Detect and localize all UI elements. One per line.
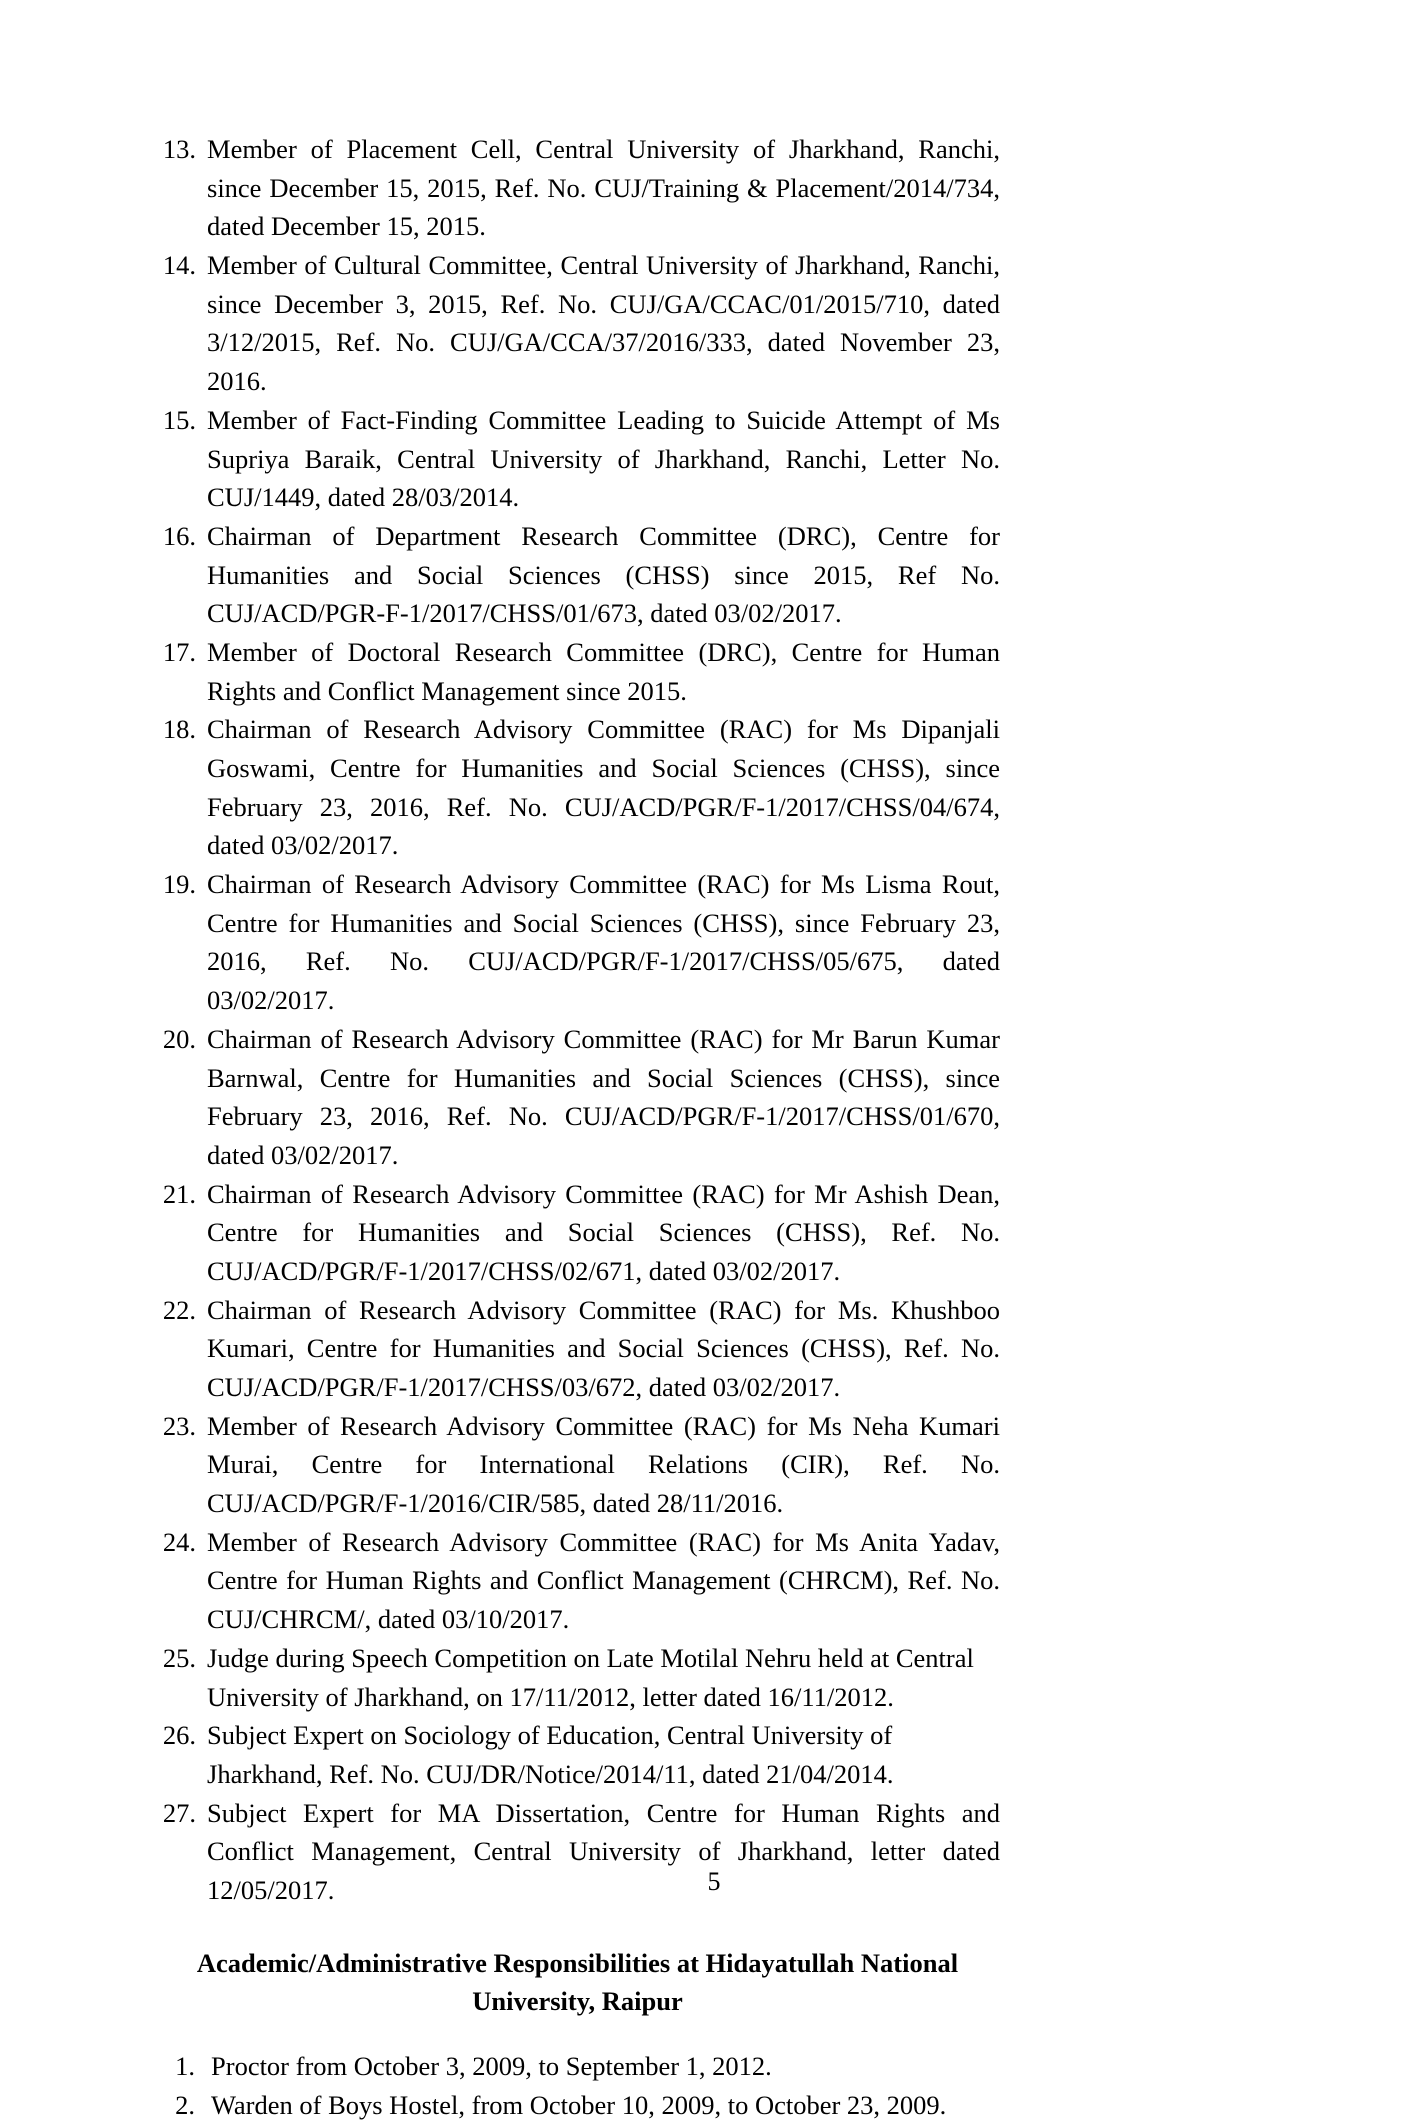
list-item-number: 27. — [162, 1797, 196, 1828]
list-item-text: Member of Research Advisory Committee (RAC) for Ms Neha Kumari Murai, Centre for International Relations (CIR), Ref. No. CUJ/ACD/PGR/F-1/2016/CIR/585, dated 28/11/2016. — [207, 1410, 1000, 1519]
list-item — [155, 1175, 1000, 1291]
list-item — [155, 1716, 1000, 1793]
list-item-text: Chairman of Research Advisory Committee (RAC) for Ms Lisma Rout, Centre for Humanities and Social Sciences (CHSS), since February 23, 2016, Ref. No. CUJ/ACD/PGR/F-1/2017/CHSS/05/675, dated 03/02/2017. — [207, 869, 1000, 1016]
list-item-number: 1. — [175, 2051, 195, 2081]
responsibilities-list — [155, 130, 1000, 1910]
list-item-number: 22. — [162, 1294, 196, 1325]
list-item-number: 14. — [162, 250, 196, 281]
list-item — [155, 710, 1000, 865]
list-item — [155, 1020, 1000, 1175]
list-item-number: 16. — [162, 520, 196, 551]
list-item-number: 21. — [162, 1178, 196, 1209]
list-item — [155, 130, 1000, 246]
list-item-text: Member of Doctoral Research Committee (DRC), Centre for Human Rights and Conflict Management since 2015. — [207, 636, 1000, 706]
list-item-text: Chairman of Research Advisory Committee (RAC) for Mr Ashish Dean, Centre for Humanities and Social Sciences (CHSS), Ref. No. CUJ/ACD/PGR/F-1/2017/CHSS/02/671, dated 03/02/2017. — [207, 1178, 1000, 1286]
list-item — [155, 1523, 1000, 1639]
list-item — [155, 1407, 1000, 1523]
list-item-text: Chairman of Research Advisory Committee (RAC) for Ms. Khushboo Kumari, Centre for Humanities and Social Sciences (CHSS), Ref. No. CUJ/ACD/PGR/F-1/2017/CHSS/03/672, dated 03/02/2017. — [207, 1294, 1000, 1402]
list-item — [155, 1639, 1000, 1716]
list-item-text: Subject Expert for MA Dissertation, Centre for Human Rights and Conflict Management, Central University of Jharkhand, letter dated 12/05/2017. — [207, 1797, 1000, 1905]
list-item-number: 23. — [162, 1410, 196, 1441]
list-item-number: 24. — [162, 1526, 196, 1557]
list-item — [155, 1291, 1000, 1407]
list-item-number: 19. — [162, 869, 196, 900]
list-item — [155, 517, 1000, 633]
page-number-footer: 5 — [707, 1867, 721, 1896]
list-item-text: Member of Research Advisory Committee (RAC) for Ms Anita Yadav, Centre for Human Rights and Conflict Management (CHRCM), Ref. No. CUJ/CHRCM/, dated 03/10/2017. — [207, 1526, 1000, 1635]
list-item — [155, 2047, 1000, 2086]
list-item-text: Chairman of Research Advisory Committee (RAC) for Ms Dipanjali Goswami, Centre for Humanities and Social Sciences (CHSS), since February 23, 2016, Ref. No. CUJ/ACD/PGR/F-1/2017/CHSS/04/674, dated 03/02/2017. — [207, 714, 1000, 861]
list-item-number: 2. — [175, 2089, 195, 2120]
list-item-text: Warden of Boys Hostel, from October 10, 2009, to October 23, 2009. — [211, 2089, 947, 2120]
list-item-text: Member of Cultural Committee, Central University of Jharkhand, Ranchi, since December 3, 2015, Ref. No. CUJ/GA/CCAC/01/2015/710, dated 3/12/2015, Ref. No. CUJ/GA/CCA/37/2016/333, dated November 23, 2016. — [207, 250, 1000, 397]
list-item-number: 25. — [162, 1642, 196, 1673]
list-item-text: Subject Expert on Sociology of Education, Central University of Jharkhand, Ref. No. CUJ/DR/Notice/2014/11, dated 21/04/2014. — [207, 1720, 894, 1789]
list-item — [155, 246, 1000, 401]
hidayatullah-responsibilities-list — [155, 2047, 1000, 2124]
list-item-number: 20. — [162, 1023, 196, 1054]
list-item — [155, 2086, 1000, 2124]
list-item — [155, 865, 1000, 1020]
list-item-number: 15. — [162, 404, 196, 435]
list-item-text: Proctor from October 3, 2009, to September 1, 2012. — [211, 2051, 772, 2081]
list-item — [155, 401, 1000, 517]
section-heading: Academic/Administrative Responsibilities at Hidayatullah National University, Raipur — [196, 1947, 959, 2017]
list-item-number: 13. — [162, 134, 196, 164]
list-item-number: 26. — [162, 1720, 196, 1751]
list-item-text: Judge during Speech Competition on Late Motilal Nehru held at Central University of Jharkhand, on 17/11/2012, letter dated 16/11/2012. — [207, 1642, 974, 1712]
list-item-number: 18. — [162, 714, 196, 745]
list-item-text: Chairman of Research Advisory Committee (RAC) for Mr Barun Kumar Barnwal, Centre for Humanities and Social Sciences (CHSS), since February 23, 2016, Ref. No. CUJ/ACD/PGR/F-1/2017/CHSS/01/670, dated 03/02/2017. — [207, 1023, 1000, 1170]
list-item-text: Member of Fact-Finding Committee Leading to Suicide Attempt of Ms Supriya Baraik, Central University of Jharkhand, Ranchi, Letter No. CUJ/1449, dated 28/03/2014. — [207, 404, 1000, 513]
page-content — [155, 130, 1000, 2124]
list-item-text: Member of Placement Cell, Central University of Jharkhand, Ranchi, since December 15, 2015, Ref. No. CUJ/Training & Placement/2014/734, dated December 15, 2015. — [207, 134, 1000, 242]
list-item-number: 17. — [162, 636, 196, 667]
list-item — [155, 633, 1000, 710]
list-item-text: Chairman of Department Research Committee (DRC), Centre for Humanities and Social Sciences (CHSS) since 2015, Ref No. CUJ/ACD/PGR-F-1/2017/CHSS/01/673, dated 03/02/2017. — [207, 520, 1000, 629]
